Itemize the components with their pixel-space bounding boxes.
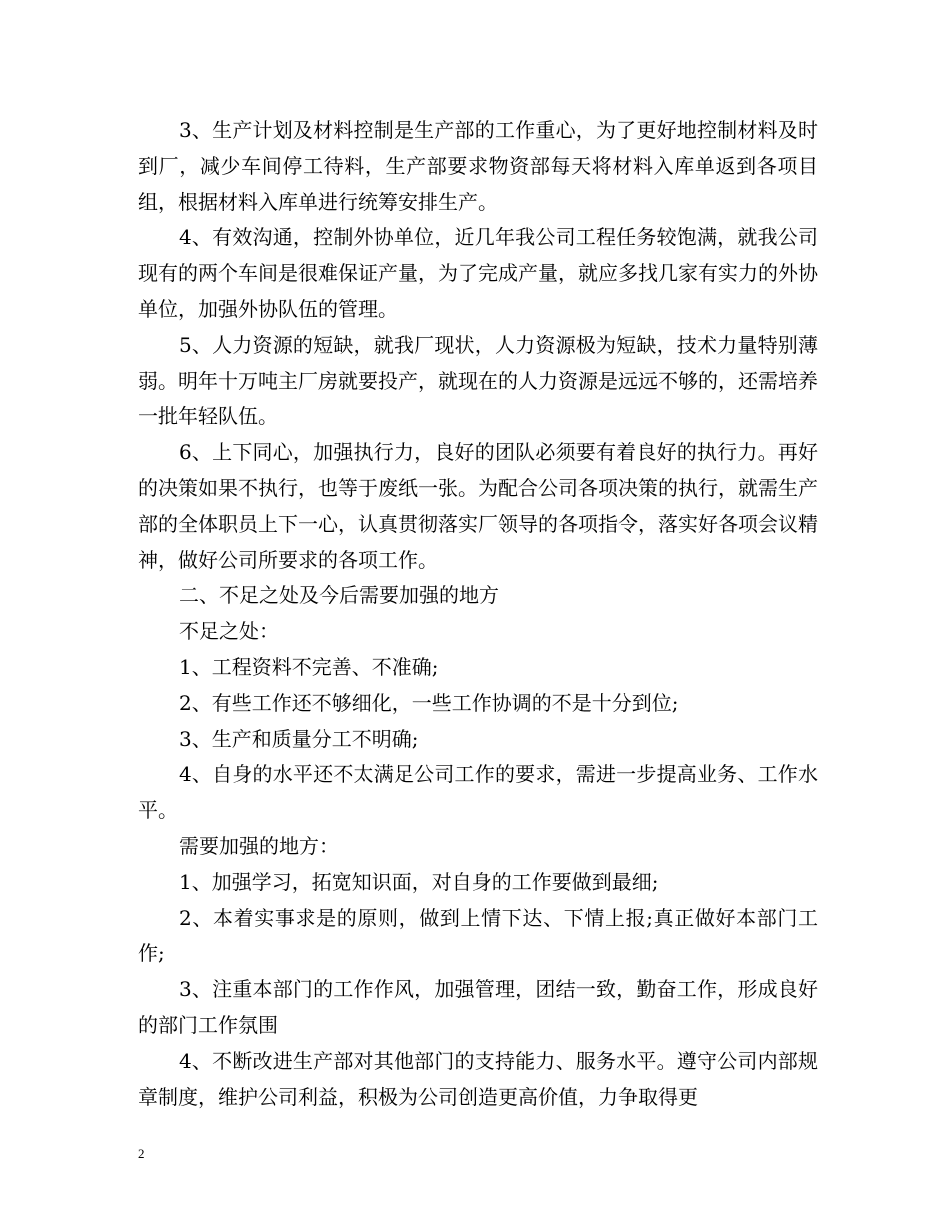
paragraph-execution: 6、上下同心，加强执行力，良好的团队必须要有着良好的执行力。再好的决策如果不执行，也等于废纸一张。为配合公司各项决策的执行，就需生产部的全体职员上下一心，认真贯彻落实厂领导的各项指令，落实好各项会议精神，做好公司所要求的各项工作。 <box>138 440 818 572</box>
list-item-improvement-2: 2、本着实事求是的原则，做到上情下达、下情上报;真正做好本部门工作; <box>138 905 818 966</box>
list-item-shortcoming-3: 3、生产和质量分工不明确; <box>179 726 419 751</box>
list-item-improvement-4: 4、不断改进生产部对其他部门的支持能力、服务水平。遵守公司内部规章制度，维护公司利益，积极为公司创造更高价值，力争取得更 <box>138 1048 818 1109</box>
list-item-shortcoming-2: 2、有些工作还不够细化，一些工作协调的不是十分到位; <box>179 690 679 715</box>
page-number: 2 <box>138 1146 145 1161</box>
subheading-shortcomings: 不足之处： <box>179 619 279 644</box>
paragraph-communication: 4、有效沟通，控制外协单位，近几年我公司工程任务较饱满，就我公司现有的两个车间是很难保证产量，为了完成产量，就应多找几家有实力的外协单位，加强外协队伍的管理。 <box>138 225 818 321</box>
document-body <box>138 113 818 1115</box>
paragraph-human-resources: 5、人力资源的短缺，就我厂现状，人力资源极为短缺，技术力量特别薄弱。明年十万吨主厂房就要投产，就现在的人力资源是远远不够的，还需培养一批年轻队伍。 <box>138 332 818 429</box>
list-item-improvement-3: 3、注重本部门的工作作风，加强管理，团结一致，勤奋工作，形成良好的部门工作氛围 <box>138 977 818 1037</box>
list-item-shortcoming-1: 1、工程资料不完善、不准确; <box>179 654 439 679</box>
subheading-improvements: 需要加强的地方： <box>179 833 339 858</box>
list-item-shortcoming-4: 4、自身的水平还不太满足公司工作的要求，需进一步提高业务、工作水平。 <box>138 762 818 823</box>
paragraph-production-plan: 3、生产计划及材料控制是生产部的工作重心，为了更好地控制材料及时到厂，减少车间停工待料，生产部要求物资部每天将材料入库单返到各项目组，根据材料入库单进行统筹安排生产。 <box>138 118 818 214</box>
section-heading-shortcomings: 二、不足之处及今后需要加强的地方 <box>179 583 499 608</box>
list-item-improvement-1: 1、加强学习，拓宽知识面，对自身的工作要做到最细; <box>179 869 659 894</box>
